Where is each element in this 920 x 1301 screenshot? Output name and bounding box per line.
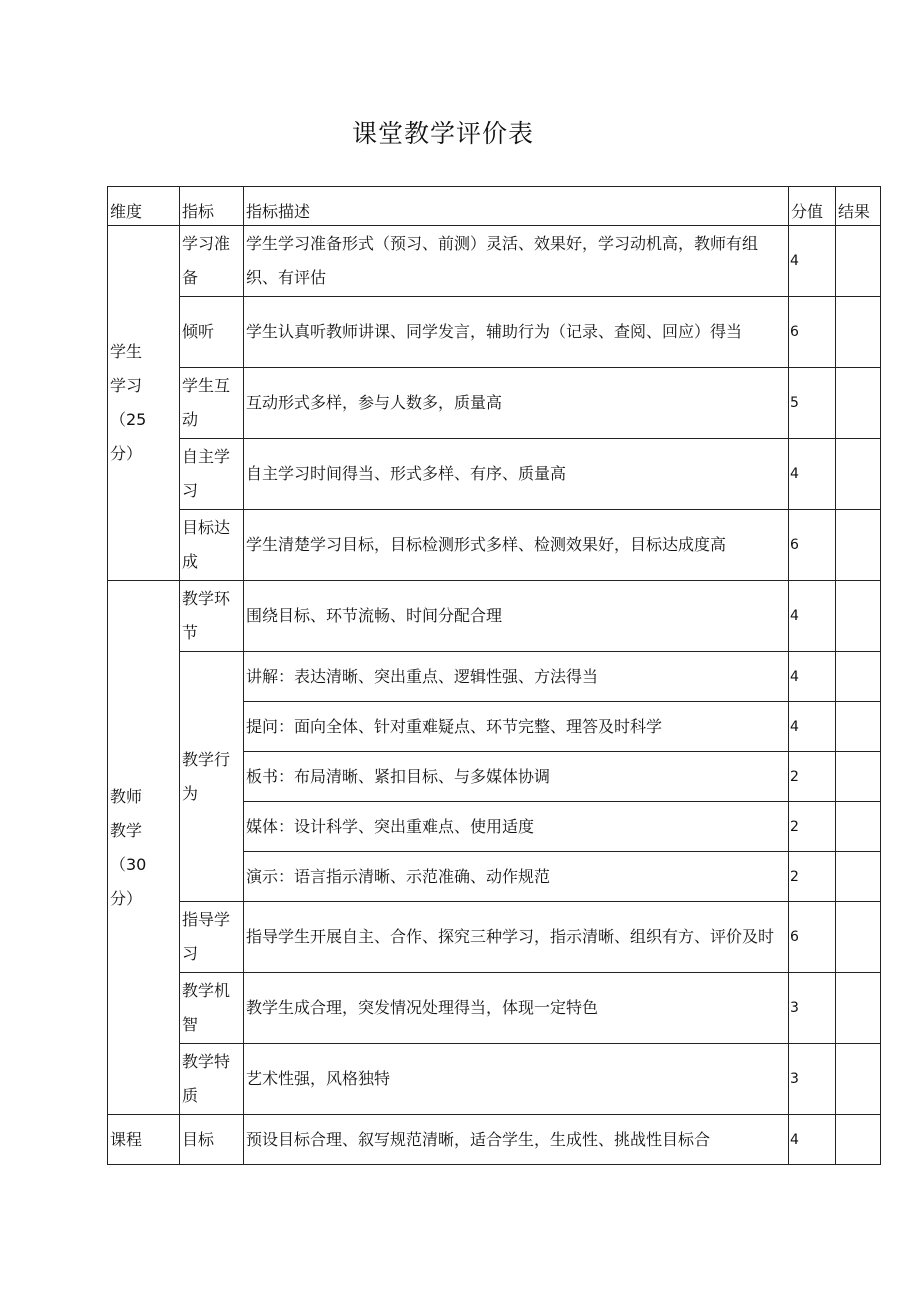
description-cell: 自主学习时间得当、形式多样、有序、质量高 [244, 439, 789, 510]
header-result: 结果 [836, 187, 881, 226]
result-cell[interactable] [836, 226, 881, 297]
score-cell: 4 [789, 652, 836, 702]
result-cell[interactable] [836, 297, 881, 368]
indicator-cell: 自主学习 [180, 439, 244, 510]
indicator-cell: 学生互动 [180, 368, 244, 439]
table-row [108, 1044, 881, 1115]
table-row [108, 368, 881, 439]
dimension-text: 学生 [110, 342, 143, 361]
table-row [108, 1115, 881, 1165]
description-cell: 讲解：表达清晰、突出重点、逻辑性强、方法得当 [244, 652, 789, 702]
dimension-teacher [108, 581, 180, 1115]
dimension-text: 教师 [110, 786, 143, 806]
table-row [108, 652, 881, 702]
table-row [108, 226, 881, 297]
header-score: 分值 [789, 187, 836, 226]
description-cell: 提问：面向全体、针对重难疑点、环节完整、理答及时科学 [244, 702, 789, 752]
result-cell[interactable] [836, 973, 881, 1044]
result-cell[interactable] [836, 439, 881, 510]
indicator-cell: 倾听 [180, 297, 244, 368]
result-cell[interactable] [836, 581, 881, 652]
score-cell: 4 [789, 439, 836, 510]
dimension-text: 学习 [110, 376, 143, 395]
header-dimension: 维度 [108, 187, 180, 226]
score-cell: 4 [789, 226, 836, 297]
score-cell: 5 [789, 368, 836, 439]
dimension-text: 分） [110, 888, 143, 908]
dimension-course: 课程 [108, 1115, 180, 1165]
score-cell: 4 [789, 581, 836, 652]
score-cell: 3 [789, 973, 836, 1044]
evaluation-table [107, 186, 881, 1165]
header-indicator: 指标 [180, 187, 244, 226]
score-cell: 2 [789, 852, 836, 902]
dimension-text: （25 [110, 410, 147, 429]
score-cell: 6 [789, 902, 836, 973]
header-row [108, 187, 881, 226]
indicator-cell: 目标达成 [180, 510, 244, 581]
table-row [108, 973, 881, 1044]
dimension-text: 分） [110, 444, 143, 463]
description-cell: 艺术性强，风格独特 [244, 1044, 789, 1115]
description-cell: 教学生成合理，突发情况处理得当，体现一定特色 [244, 973, 789, 1044]
score-cell: 4 [789, 702, 836, 752]
dimension-text: （30 [110, 854, 147, 874]
description-cell: 学生清楚学习目标，目标检测形式多样、检测效果好，目标达成度高 [244, 510, 789, 581]
score-cell: 2 [789, 752, 836, 802]
score-cell: 4 [789, 1115, 836, 1165]
indicator-cell: 教学特质 [180, 1044, 244, 1115]
table-row [108, 510, 881, 581]
indicator-cell: 教学行为 [180, 652, 244, 902]
indicator-cell: 目标 [180, 1115, 244, 1165]
description-cell: 演示：语言指示清晰、示范准确、动作规范 [244, 852, 789, 902]
table-row [108, 581, 881, 652]
description-cell: 媒体：设计科学、突出重难点、使用适度 [244, 802, 789, 852]
indicator-cell: 教学机智 [180, 973, 244, 1044]
table-row [108, 297, 881, 368]
score-cell: 2 [789, 802, 836, 852]
description-cell: 板书：布局清晰、紧扣目标、与多媒体协调 [244, 752, 789, 802]
table-row [108, 902, 881, 973]
indicator-cell: 学习准备 [180, 226, 244, 297]
score-cell: 3 [789, 1044, 836, 1115]
score-cell: 6 [789, 297, 836, 368]
dimension-text: 教学 [110, 820, 143, 840]
description-cell: 预设目标合理、叙写规范清晰，适合学生，生成性、挑战性目标合 [244, 1115, 789, 1165]
result-cell[interactable] [836, 852, 881, 902]
result-cell[interactable] [836, 802, 881, 852]
indicator-cell: 教学环节 [180, 581, 244, 652]
result-cell[interactable] [836, 652, 881, 702]
result-cell[interactable] [836, 1044, 881, 1115]
description-cell: 围绕目标、环节流畅、时间分配合理 [244, 581, 789, 652]
result-cell[interactable] [836, 702, 881, 752]
description-cell: 学生认真听教师讲课、同学发言，辅助行为（记录、查阅、回应）得当 [244, 297, 789, 368]
result-cell[interactable] [836, 510, 881, 581]
score-cell: 6 [789, 510, 836, 581]
table-row [108, 439, 881, 510]
indicator-cell: 指导学习 [180, 902, 244, 973]
description-cell: 指导学生开展自主、合作、探究三种学习，指示清晰、组织有方、评价及时 [244, 902, 789, 973]
result-cell[interactable] [836, 1115, 881, 1165]
description-cell: 互动形式多样，参与人数多，质量高 [244, 368, 789, 439]
page-title: 课堂教学评价表 [351, 119, 534, 148]
result-cell[interactable] [836, 902, 881, 973]
description-cell: 学生学习准备形式（预习、前测）灵活、效果好，学习动机高，教师有组织、有评估 [244, 226, 789, 297]
dimension-student [108, 226, 180, 581]
header-description: 指标描述 [244, 187, 789, 226]
result-cell[interactable] [836, 752, 881, 802]
result-cell[interactable] [836, 368, 881, 439]
